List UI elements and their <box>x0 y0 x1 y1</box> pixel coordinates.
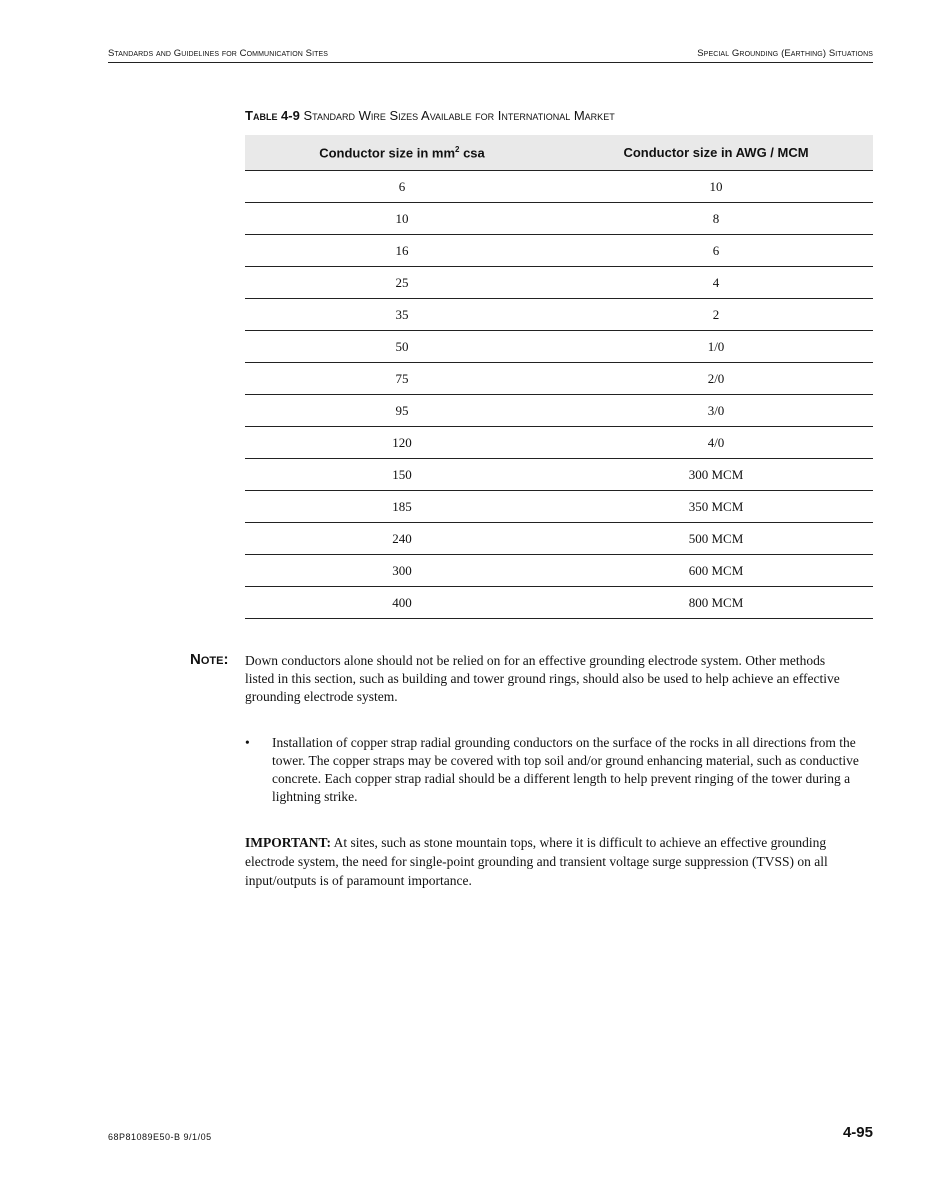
cell-awg: 600 MCM <box>559 555 873 587</box>
header-document-title: Standards and Guidelines for Communication Sites <box>108 48 329 59</box>
footer-document-id: 68P81089E50-B 9/1/05 <box>108 1132 212 1142</box>
note-text: Down conductors alone should not be relied on for an effective grounding electrode system. Other methods listed in this section, such as building and tower ground rings, should also be used to help achieve an effective grounding electrode system. <box>245 653 840 704</box>
table-row <box>245 459 873 491</box>
bullet-text: Installation of copper strap radial grounding conductors on the surface of the rocks in all directions from the tower. The copper straps may be covered with top soil and/or ground enhancing material, such as conductive concrete. Each copper strap radial should be a different length to help prevent ringing of the tower during a lightning strike. <box>272 735 859 804</box>
cell-mm2: 95 <box>245 395 559 427</box>
cell-mm2: 10 <box>245 203 559 235</box>
table-row <box>245 203 873 235</box>
column-header-mm2 <box>245 135 559 171</box>
cell-awg: 800 MCM <box>559 587 873 619</box>
table-row <box>245 235 873 267</box>
cell-awg: 300 MCM <box>559 459 873 491</box>
table-header-row <box>245 135 873 171</box>
footer-page-number: 4-95 <box>842 1124 873 1141</box>
table-row <box>245 267 873 299</box>
table-row <box>245 299 873 331</box>
cell-awg: 4 <box>559 267 873 299</box>
cell-awg: 2 <box>559 299 873 331</box>
bullet-marker: • <box>245 735 250 750</box>
cell-mm2: 6 <box>245 171 559 203</box>
table-row <box>245 363 873 395</box>
important-text: At sites, such as stone mountain tops, where it is difficult to achieve an effective grounding electrode system, the need for single-point grounding and transient voltage surge suppression (TVSS) on all input/outputs is of paramount importance. <box>245 835 828 888</box>
table-row <box>245 587 873 619</box>
table-row <box>245 523 873 555</box>
table-caption-number: Table 4-9 <box>245 108 300 123</box>
cell-mm2: 16 <box>245 235 559 267</box>
cell-awg: 3/0 <box>559 395 873 427</box>
table-caption-title: Standard Wire Sizes Available for International Market <box>303 108 615 123</box>
cell-awg: 500 MCM <box>559 523 873 555</box>
header-section-title: Special Grounding (Earthing) Situations <box>697 48 873 59</box>
table-row <box>245 171 873 203</box>
bullet-item <box>245 734 870 806</box>
cell-mm2: 185 <box>245 491 559 523</box>
cell-mm2: 400 <box>245 587 559 619</box>
table-body <box>245 171 873 619</box>
cell-mm2: 300 <box>245 555 559 587</box>
note-label: Note: <box>190 651 229 668</box>
note-block <box>190 652 850 706</box>
column-header-mm2-superscript: 2 <box>455 144 460 154</box>
wire-size-table <box>245 135 873 619</box>
cell-mm2: 150 <box>245 459 559 491</box>
table-row <box>245 331 873 363</box>
table-row <box>245 395 873 427</box>
cell-awg: 350 MCM <box>559 491 873 523</box>
cell-awg: 2/0 <box>559 363 873 395</box>
table-row <box>245 427 873 459</box>
column-header-awg: Conductor size in AWG / MCM <box>559 135 873 171</box>
table-row <box>245 555 873 587</box>
cell-mm2: 240 <box>245 523 559 555</box>
table-row <box>245 491 873 523</box>
table-caption <box>245 108 615 123</box>
column-header-mm2-text: Conductor size in mm <box>319 145 456 161</box>
cell-mm2: 35 <box>245 299 559 331</box>
cell-awg: 4/0 <box>559 427 873 459</box>
cell-mm2: 75 <box>245 363 559 395</box>
cell-awg: 8 <box>559 203 873 235</box>
cell-awg: 6 <box>559 235 873 267</box>
cell-awg: 10 <box>559 171 873 203</box>
cell-awg: 1/0 <box>559 331 873 363</box>
important-label: IMPORTANT: <box>245 835 332 850</box>
cell-mm2: 50 <box>245 331 559 363</box>
important-paragraph <box>245 833 875 890</box>
running-header <box>108 48 873 63</box>
cell-mm2: 120 <box>245 427 559 459</box>
cell-mm2: 25 <box>245 267 559 299</box>
column-header-mm2-suffix: csa <box>459 145 485 161</box>
